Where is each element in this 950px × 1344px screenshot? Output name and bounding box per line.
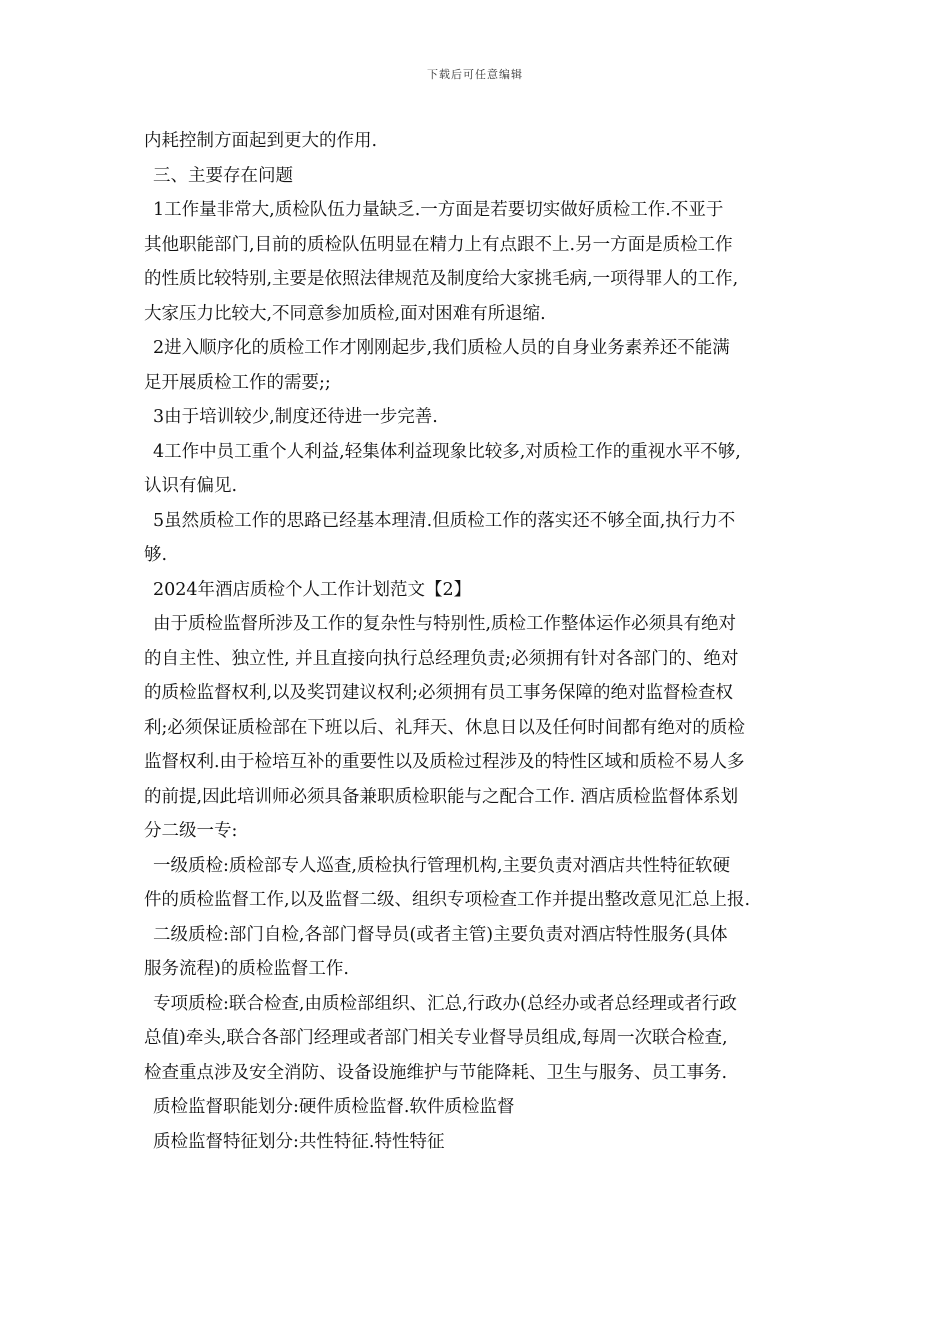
text-line: 4工作中员工重个人利益,轻集体利益现象比较多,对质检工作的重视水平不够, (153, 441, 741, 462)
text-line: 检查重点涉及安全消防、设备设施维护与节能降耗、卫生与服务、员工事务. (144, 1062, 728, 1083)
text-line: 质检监督特征划分:共性特征.特性特征 (153, 1131, 445, 1152)
text-line: 2进入顺序化的质检工作才刚刚起步,我们质检人员的自身业务素养还不能满 (153, 338, 730, 358)
text-line: 的质检监督权利,以及奖罚建议权利;必须拥有员工事务保障的绝对监督检查权 (144, 683, 733, 703)
text-line: 利;必须保证质检部在下班以后、礼拜天、休息日以及任何时间都有绝对的质检 (144, 717, 745, 738)
text-line: 内耗控制方面起到更大的作用. (144, 131, 378, 151)
text-line: 质检监督职能划分:硬件质检监督.软件质检监督 (153, 1097, 515, 1117)
text-line: 1工作量非常大,质检队伍力量缺乏.一方面是若要切实做好质检工作.不亚于 (153, 200, 724, 220)
text-line: 由于质检监督所涉及工作的复杂性与特别性,质检工作整体运作必须具有绝对 (153, 614, 737, 634)
text-line: 件的质检监督工作,以及监督二级、组织专项检查工作并提出整改意见汇总上报. (144, 890, 751, 910)
text-line: 的自主性、独立性, 并且直接向执行总经理负责;必须拥有针对各部门的、绝对 (144, 648, 739, 669)
text-line: 足开展质检工作的需要;; (144, 372, 331, 393)
text-line: 专项质检:联合检查,由质检部组织、汇总,行政办(总经办或者总经理或者行政 (153, 993, 737, 1014)
text-line: 其他职能部门,目前的质检队伍明显在精力上有点跟不上.另一方面是质检工作 (144, 234, 733, 255)
text-line: 一级质检:质检部专人巡查,质检执行管理机构,主要负责对酒店共性特征软硬 (153, 855, 731, 876)
page-header: 下载后可任意编辑 (427, 68, 523, 81)
text-line: 监督权利.由于检培互补的重要性以及质检过程涉及的特性区域和质检不易人多 (144, 752, 745, 772)
text-line: 的前提,因此培训师必须具备兼职质检职能与之配合工作. 酒店质检监督体系划 (144, 786, 739, 807)
text-line: 总值)牵头,联合各部门经理或者部门相关专业督导员组成,每周一次联合检查, (144, 1028, 728, 1048)
document-body (144, 124, 810, 1159)
text-line: 3由于培训较少,制度还待进一步完善. (153, 407, 438, 427)
text-line: 5虽然质检工作的思路已经基本理清.但质检工作的落实还不够全面,执行力不 (153, 510, 736, 531)
text-line: 大家压力比较大,不同意参加质检,面对困难有所退缩. (144, 303, 546, 324)
section-heading: 三、主要存在问题 (153, 165, 293, 186)
text-line: 认识有偏见. (144, 476, 238, 496)
text-line: 服务流程)的质检监督工作. (144, 959, 349, 979)
text-line: 的性质比较特别,主要是依照法律规范及制度给大家挑毛病,一项得罪人的工作, (144, 269, 739, 289)
text-line: 二级质检:部门自检,各部门督导员(或者主管)主要负责对酒店特性服务(具体 (153, 924, 728, 945)
text-line: 分二级一专: (144, 821, 238, 841)
section-heading: 2024年酒店质检个人工作计划范文【2】 (153, 579, 472, 600)
text-line: 够. (144, 545, 168, 565)
